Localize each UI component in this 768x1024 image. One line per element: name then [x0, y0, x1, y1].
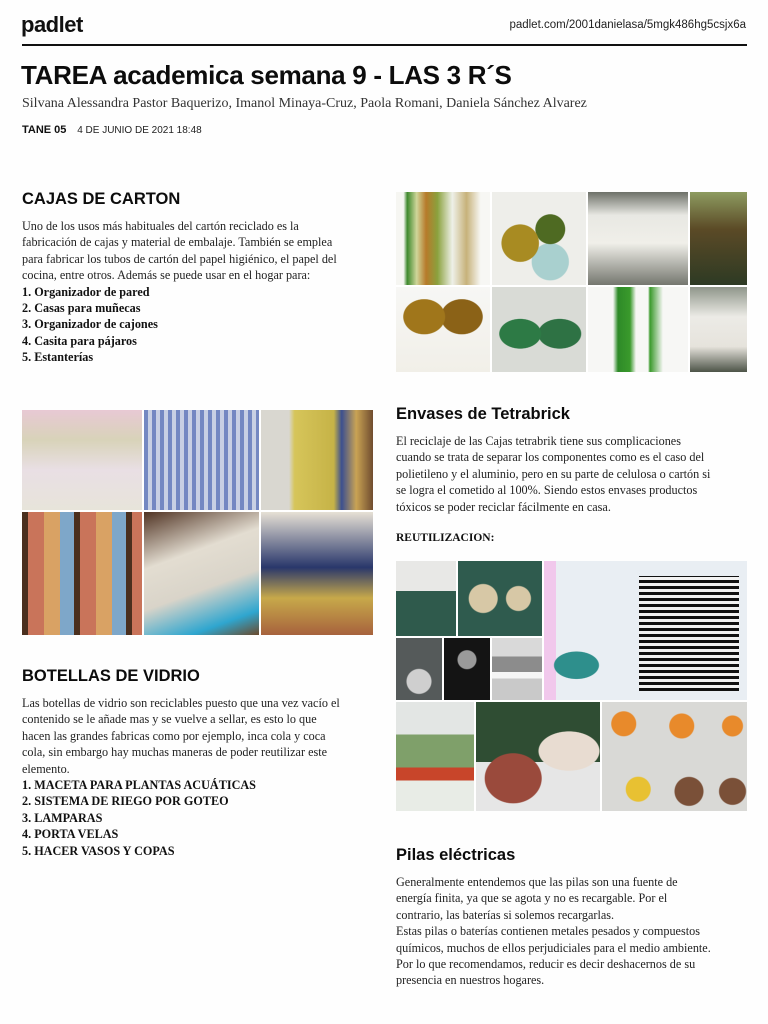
list-item: 5. Estanterías — [22, 350, 94, 365]
post-title-cajas: CAJAS DE CARTON — [22, 190, 181, 208]
list-item: 1. Organizador de pared — [22, 284, 150, 299]
body-line: Generalmente entendemos que las pilas son una fuente de — [396, 875, 678, 889]
body-line: fabricación de cajas y material de embalaje. También se emplea — [22, 235, 333, 250]
header-divider — [22, 44, 747, 46]
post-body-pilas — [396, 874, 761, 989]
list-item: 5. HACER VASOS Y COPAS — [22, 843, 175, 858]
post-title-pilas: Pilas eléctricas — [396, 846, 516, 864]
post-author: TANE 05 — [22, 124, 67, 136]
page-title: TAREA academica semana 9 - LAS 3 R´S — [21, 60, 512, 90]
body-line: hacen las grandes fabricas como por ejemplo, inca cola y coca — [22, 728, 326, 743]
body-line: cuando se trata de separar los componentes como es el caso del — [396, 450, 705, 465]
list-item: 1. MACETA PARA PLANTAS ACUÁTICAS — [22, 778, 256, 793]
tetrabrik-crafts-collage-image[interactable] — [396, 561, 747, 811]
body-line: elemento. — [22, 761, 70, 776]
list-item: 2. SISTEMA DE RIEGO POR GOTEO — [22, 794, 229, 809]
glass-bottle-collage-image[interactable] — [396, 192, 747, 372]
padlet-url[interactable]: padlet.com/2001danielasa/5mgk486hg5csjx6a — [509, 19, 746, 31]
padlet-logo[interactable]: padlet — [21, 12, 83, 37]
body-line: El reciclaje de las Cajas tetrabrik tiene sus complicaciones — [396, 434, 681, 448]
body-line: tóxicos se poder reciclar fácilmente en casa. — [396, 499, 611, 514]
list-item: 3. Organizador de cajones — [22, 317, 158, 332]
body-line: cola, sin embargo hay muchas maneras de poder reutilizar este — [22, 745, 328, 760]
body-line: contrario, las baterías si solemos recargarlas. — [396, 907, 615, 922]
reutilizacion-label: REUTILIZACION: — [396, 532, 495, 544]
page-authors: Silvana Alessandra Pastor Baquerizo, Imanol Minaya-Cruz, Paola Romani, Daniela Sánchez Alvarez — [22, 96, 587, 111]
body-line: Uno de los usos más habituales del cartón reciclado es la — [22, 219, 299, 233]
body-line: químicos, muchos de ellos perjudiciales para el medio ambiente. — [396, 940, 711, 955]
cardboard-organizers-collage-image[interactable] — [22, 410, 373, 635]
list-item: 3. LAMPARAS — [22, 810, 103, 825]
body-line: se logra el cometido al 100%. Siendo estos envases productos — [396, 483, 698, 498]
post-date: 4 DE JUNIO DE 2021 18:48 — [77, 125, 202, 136]
body-line: Por lo que recomendamos, reducir es decir deshacernos de su — [396, 957, 696, 972]
body-line: Estas pilas o baterías contienen metales pesados y compuestos — [396, 924, 700, 939]
post-title-botellas: BOTELLAS DE VIDRIO — [22, 667, 200, 685]
body-line: cocina, entre otros. Además se puede usar en el hogar para: — [22, 268, 311, 283]
post-body-tetrabrick — [396, 433, 756, 515]
list-item: 4. PORTA VELAS — [22, 827, 119, 842]
body-line: para fabricar los tubos de cartón del papel higiénico, el papel del — [22, 251, 337, 266]
body-line: contenido se le añade mas y se vuelve a sellar, es esto lo que — [22, 712, 317, 727]
body-line: presencia en nuestros hogares. — [396, 973, 545, 988]
list-item: 4. Casita para pájaros — [22, 333, 137, 348]
post-body-cajas — [22, 218, 377, 366]
post-title-tetrabrick: Envases de Tetrabrick — [396, 405, 570, 423]
body-line: energía finita, ya que se agota y no es recargable. Por el — [396, 891, 668, 906]
post-meta — [22, 124, 202, 136]
body-line: Las botellas de vidrio son reciclables puesto que una vez vacío el — [22, 696, 340, 710]
list-item: 2. Casas para muñecas — [22, 301, 141, 316]
body-line: polietileno y el aluminio, pero en su parte de celulosa o cartón si — [396, 466, 711, 481]
post-body-botellas — [22, 695, 382, 859]
